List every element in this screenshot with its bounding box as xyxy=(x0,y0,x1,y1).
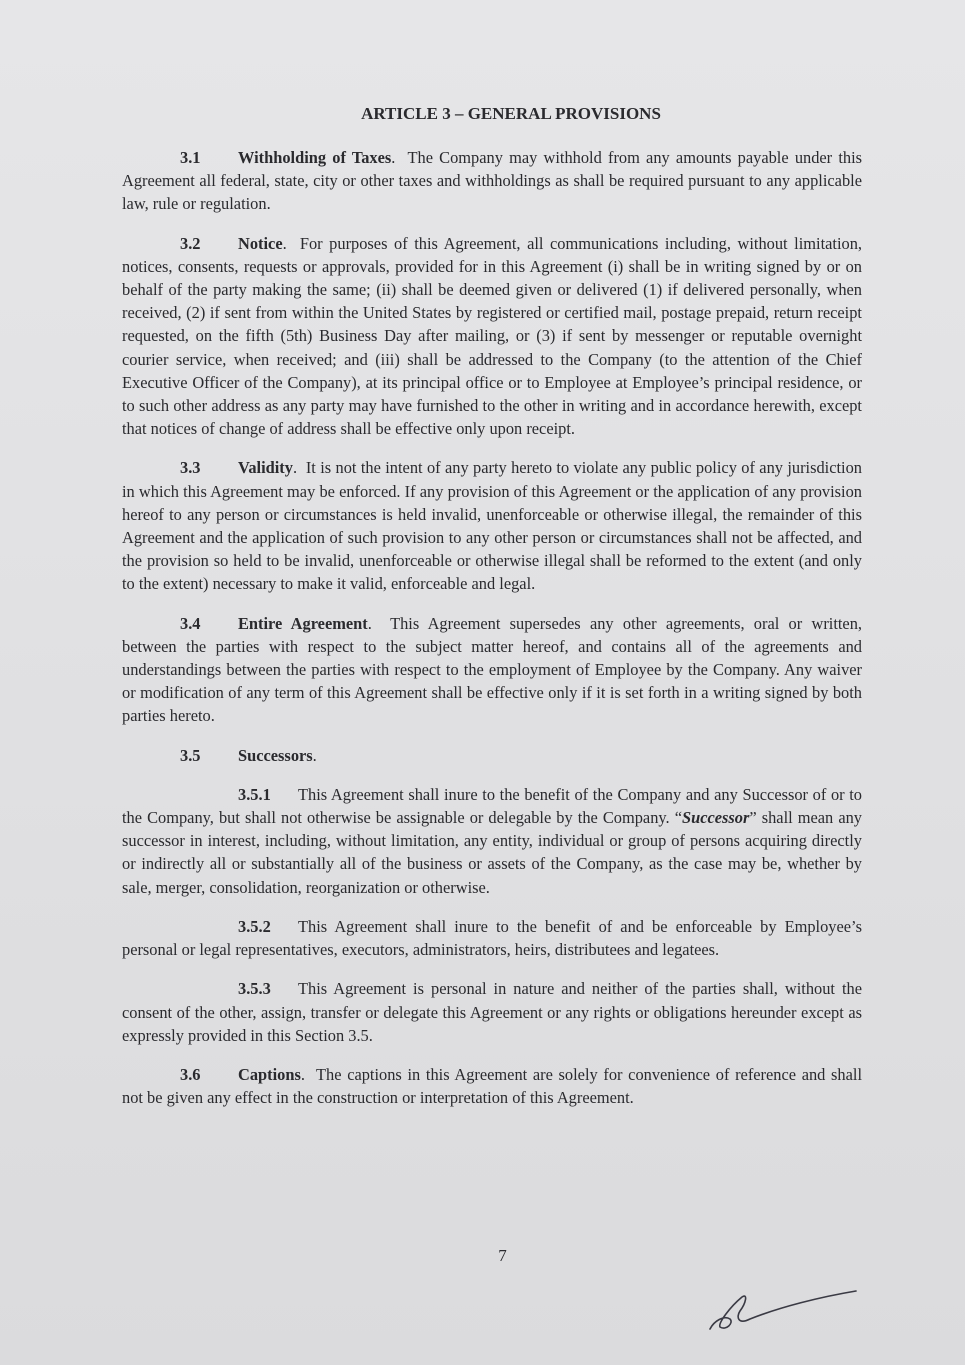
section-title: Withholding of Taxes xyxy=(238,148,392,167)
section-text: The captions in this Agreement are solely for convenience of reference and shall not be given any effect in the construction or interpretation of this Agreement. xyxy=(122,1064,863,1108)
section-3-1: 3.1 Withholding of Taxes. The Company may withhold from any amounts payable under this Agreement all federal, state, city or other taxes and withholdings as shall be required pursuant to any applicable law, rule or regulation. xyxy=(122,148,863,214)
section-number: 3.6 xyxy=(180,1064,201,1084)
section-text: This Agreement shall inure to the benefit of the Company and any Successor of or to the Company, but shall not otherwise be assignable or delegable by the Company. “ xyxy=(122,784,862,828)
section-number: 3.3 xyxy=(180,458,201,478)
section-text: This Agreement shall inure to the benefit of and be enforceable by Employee’s personal or legal representatives, executors, administrators, heirs, distributees and legatees. xyxy=(122,916,862,960)
subsection-number: 3.5.3 xyxy=(238,979,271,999)
section-text: This Agreement is personal in nature and neither of the parties shall, without the consent of the other, assign, transfer or delegate this Agreement or any rights or obligations hereunder except as expressly provided in this Section 3.5. xyxy=(122,979,862,1045)
subsection-number: 3.5.2 xyxy=(238,916,271,936)
section-number: 3.2 xyxy=(180,233,201,253)
section-3-6: 3.6 Captions. The captions in this Agreement are solely for convenience of reference and shall not be given any effect in the construction or interpretation of this Agreement. xyxy=(122,1064,863,1108)
section-title: Entire Agreement xyxy=(238,613,368,633)
page-number: 7 xyxy=(498,1246,507,1265)
section-title: Captions xyxy=(238,1064,301,1084)
section-3-3: 3.3 Validity. It is not the intent of any party hereto to violate any public policy of any jurisdiction in which this Agreement may be enforced. If any provision of this Agreement or the application of any provision hereof to any person or circumstances is held invalid, unenforceable or otherwise illegal, the remainder of this Agreement and the application of such provision to any other person or circumstances shall not be affected, and the provision so held to be invalid, unenforceable or otherwise illegal shall be reformed to the extent (and only to the extent) necessary to make it valid, enforceable and legal. xyxy=(122,458,863,594)
section-text: This Agreement supersedes any other agreements, oral or written, between the parties with respect to the subject matter hereof, and contains all of the agreements and understandings between the parties with respect to the employment of Employee by the Company. Any waiver or modification of any term of this Agreement shall be effective only if it is set forth in a writing signed by both parties hereto. xyxy=(122,613,863,726)
defined-term: Successor xyxy=(681,808,750,828)
section-number: 3.1 xyxy=(180,148,201,167)
section-3-2: 3.2 Notice. For purposes of this Agreement, all communications including, without limitation, notices, consents, requests or approvals, provided for in this Agreement (i) shall be in writing signed by or on behalf of the party making the same; (ii) shall be deemed given or delivered (1) if delivered personally, when received, (2) if sent from within the United States by registered or certified mail, postage prepaid, return receipt requested, on the fifth (5th) Business Day after mailing, or (3) if sent by messenger or reputable overnight courier service, when received; and (iii) shall be addressed to the Company (to the attention of the Chief Executive Officer of the Company), at its principal office or to Employee at Employee’s principal residence, or to such other address as any party may have furnished to the other in writing and in accordance herewith, except that notices of change of address shall be effective only upon receipt. xyxy=(122,233,862,439)
initials-stroke xyxy=(710,1291,856,1329)
section-3-5-2 xyxy=(122,915,862,961)
subsection-number: 3.5.1 xyxy=(238,784,271,804)
section-text: ” shall mean any successor in interest, including, without limitation, any entity, individual or group of persons acquiring directly or indirectly all or substantially all of the business or assets of the Company, as the case may be, whether by sale, merger, consolidation, reorganization or otherwise. xyxy=(122,808,862,897)
section-3-5-3 xyxy=(122,977,862,1047)
section-title: Successors xyxy=(238,745,313,765)
handwritten-initials xyxy=(700,1285,860,1335)
section-number: 3.5 xyxy=(180,745,201,765)
section-text: The Company may withhold from any amounts payable under this Agreement all federal, state, city or other taxes and withholdings as shall be required pursuant to any applicable law, rule or regulation. xyxy=(122,148,863,214)
section-3-4: 3.4 Entire Agreement. This Agreement supersedes any other agreements, oral or written, between the parties with respect to the subject matter hereof, and contains all of the agreements and understandings between the parties with respect to the employment of Employee by the Company. Any waiver or modification of any term of this Agreement shall be effective only if it is set forth in a writing signed by both parties hereto. xyxy=(122,613,863,726)
section-title: Validity xyxy=(238,458,293,478)
section-text: It is not the intent of any party hereto to violate any public policy of any jurisdiction in which this Agreement may be enforced. If any provision of this Agreement or the application of any provision hereof to any person or circumstances is held invalid, unenforceable or otherwise illegal, the remainder of this Agreement and the application of such provision to any other person or circumstances shall not be affected, and the provision so held to be invalid, unenforceable or otherwise illegal shall be reformed to the extent (and only to the extent) necessary to make it valid, enforceable and legal. xyxy=(122,458,863,594)
section-3-5: 3.5 Successors. xyxy=(122,744,862,767)
section-text: For purposes of this Agreement, all communications including, without limitation, notices, consents, requests or approvals, provided for in this Agreement (i) shall be in writing signed by or on behalf of the party making the same; (ii) shall be deemed given or delivered (1) if delivered personally, when received, (2) if sent from within the United States by registered or certified mail, postage prepaid, return receipt requested, on the fifth (5th) Business Day after mailing, or (3) if sent by messenger or reputable overnight courier service, when received; and (iii) shall be addressed to the Company (to the attention of the Chief Executive Officer of the Company), at its principal office or to Employee at Employee’s principal residence, or to such other address as any party may have furnished to the other in writing and in accordance herewith, except that notices of change of address shall be effective only upon receipt. xyxy=(122,233,862,439)
section-title: Notice xyxy=(238,233,283,253)
section-3-5-1 xyxy=(122,783,862,899)
document-body xyxy=(122,104,862,1125)
article-heading: ARTICLE 3 – GENERAL PROVISIONS xyxy=(361,104,661,123)
section-number: 3.4 xyxy=(180,613,201,633)
